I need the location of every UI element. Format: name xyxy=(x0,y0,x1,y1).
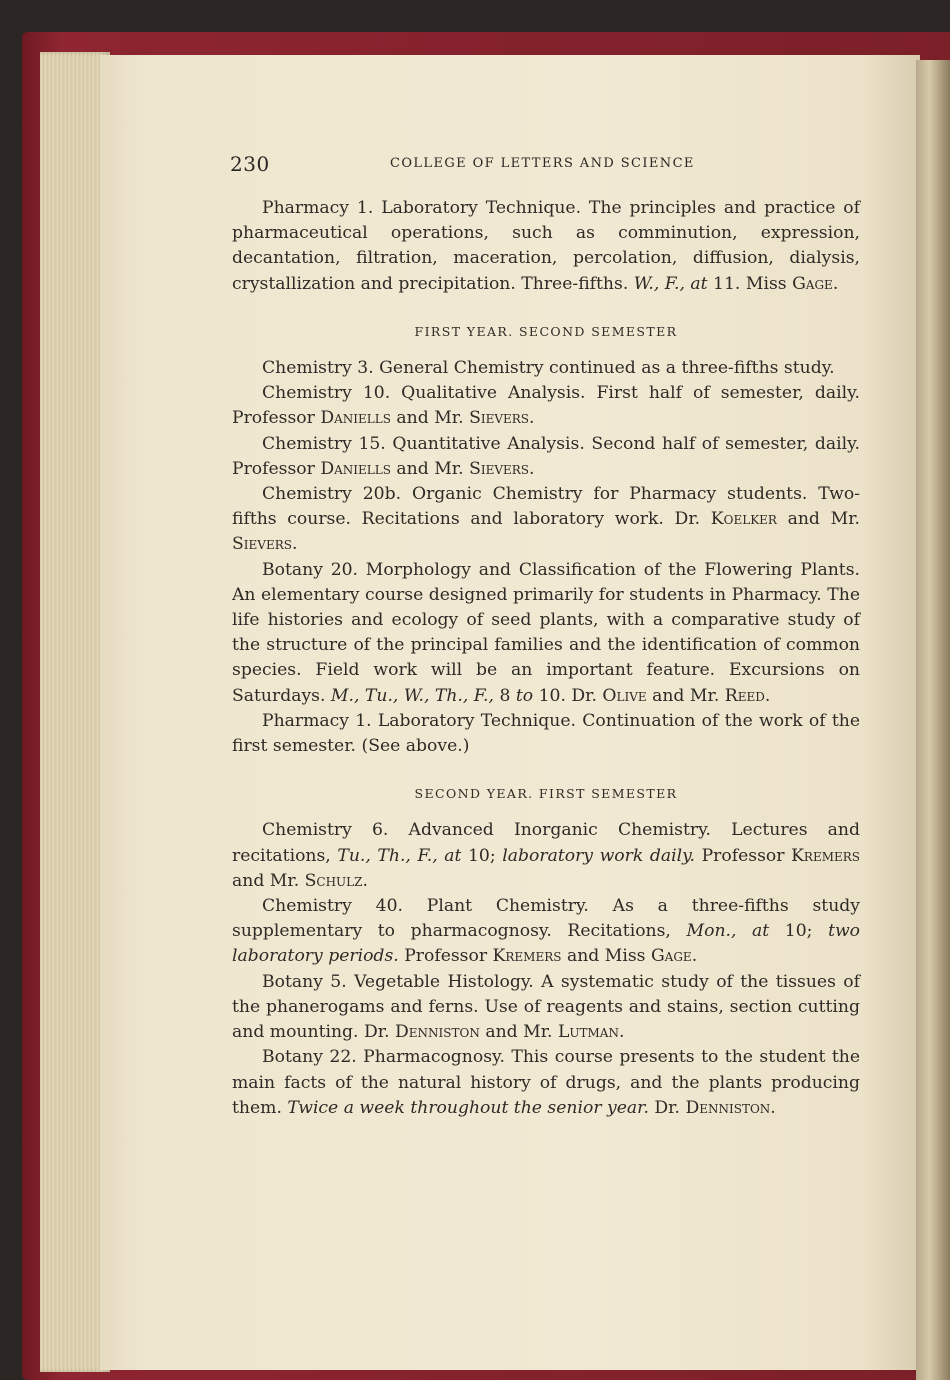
text-run: 8 xyxy=(493,685,516,706)
text-run: Denniston xyxy=(685,1097,771,1118)
course-paragraph xyxy=(232,970,860,1046)
text-run: Denniston xyxy=(395,1022,480,1043)
text-run: FIRST YEAR. SECOND SEMESTER xyxy=(414,323,678,339)
text-run: Botany 5. Vegetable Histology. A systematic study of the tissues of the phanerogams and ferns. Use of reagents and stains, section cutting and mounting. Dr. xyxy=(232,971,860,1043)
text-run: and Mr. xyxy=(776,509,860,530)
course-paragraph xyxy=(232,818,860,894)
text-run: Chemistry 10. Qualitative Analysis. First half of semester, daily. Professor xyxy=(232,383,860,429)
text-run: . xyxy=(764,685,771,706)
text-run: . xyxy=(691,946,698,967)
course-paragraph xyxy=(232,381,860,431)
text-run: Sievers xyxy=(469,458,530,479)
text-run: Dr. xyxy=(648,1097,686,1118)
text-run: Kremers xyxy=(492,946,562,967)
course-paragraph xyxy=(232,432,860,482)
text-run: W., F., at xyxy=(633,273,708,294)
running-head: COLLEGE OF LETTERS AND SCIENCE xyxy=(390,156,695,171)
text-run: Sievers xyxy=(232,534,292,555)
course-listing-text xyxy=(232,196,860,1121)
text-run: Daniells xyxy=(320,408,391,429)
text-run: Professor xyxy=(695,845,792,866)
text-run: Botany 20. Morphology and Classification of the Flowering Plants. An elementary course designed primarily for students in Pharmacy. The life histories and ecology of seed plants, with a comparative study of the structure of the principal families and the identification of common species. Field work will be an important feature. Excursions on Saturdays. xyxy=(232,559,860,706)
text-run: Pharmacy 1. Laboratory Technique. Continuation of the work of the first semester. (See above.) xyxy=(232,710,860,757)
text-run: Gage xyxy=(650,946,692,967)
text-run: Twice a week throughout the senior year. xyxy=(287,1097,649,1118)
text-run: 11. Miss xyxy=(707,273,793,294)
text-run: Koelker xyxy=(710,509,777,530)
text-run: to xyxy=(515,685,534,706)
text-run: Daniells xyxy=(320,458,391,479)
text-run: laboratory work daily. xyxy=(502,845,696,866)
course-paragraph xyxy=(232,482,860,558)
text-run: Gage xyxy=(792,273,833,294)
course-paragraph xyxy=(232,558,860,709)
course-paragraph xyxy=(232,894,860,970)
facing-page-gutter xyxy=(916,60,950,1380)
text-run: . xyxy=(291,534,298,555)
section-heading xyxy=(232,319,860,344)
course-paragraph xyxy=(232,196,860,297)
text-run: Botany 22. Pharmacognosy. This course presents to the student the main facts of the natural history of drugs, and the plants producing them. xyxy=(232,1047,860,1118)
text-run: Chemistry 6. Advanced Inorganic Chemistry. Lectures and recitations, xyxy=(232,820,860,866)
text-run: and Mr. xyxy=(390,408,470,429)
text-run: and Mr. xyxy=(232,870,305,891)
text-run: Reed xyxy=(724,685,765,706)
text-run: Lutman xyxy=(557,1022,619,1043)
text-run: . xyxy=(832,273,839,294)
text-run: Pharmacy 1. Laboratory Technique. The principles and practice of pharmaceutical operations, such as comminution, expression, decantation, filtration, maceration, percolation, diffusion, dialysis, crystallization and precipitation. Three-fifths. xyxy=(232,198,860,294)
text-run: Olive xyxy=(602,685,647,706)
text-run: Mon., at xyxy=(686,921,770,942)
text-run: SECOND YEAR. FIRST SEMESTER xyxy=(414,786,678,802)
text-run: Tu., Th., F., at xyxy=(337,845,462,866)
text-run: . xyxy=(529,408,535,429)
text-run: Chemistry 20b. Organic Chemistry for Pharmacy students. Two-fifths course. Recitations and laboratory work. Dr. xyxy=(232,484,860,530)
text-run: Chemistry 3. General Chemistry continued as a three-fifths study. xyxy=(262,358,835,379)
text-run: Kremers xyxy=(791,845,861,866)
text-run: . xyxy=(362,870,368,891)
text-run: 10; xyxy=(461,845,503,866)
text-run: M., Tu., W., Th., F., xyxy=(330,685,494,706)
text-run: . xyxy=(529,458,535,479)
text-run: two laboratory periods. xyxy=(232,921,861,967)
section-heading xyxy=(232,781,860,806)
course-paragraph xyxy=(232,356,860,381)
text-run: and Mr. xyxy=(646,685,725,706)
text-run: Schulz xyxy=(304,870,363,891)
text-run: Chemistry 15. Quantitative Analysis. Second half of semester, daily. Professor xyxy=(232,433,860,479)
text-run: Sievers xyxy=(469,408,530,429)
text-run: Chemistry 40. Plant Chemistry. As a three-fifths study supplementary to pharmacognosy. Recitations, xyxy=(232,896,860,942)
course-paragraph xyxy=(232,1045,860,1121)
text-run: and Mr. xyxy=(390,458,470,479)
text-run: and Mr. xyxy=(479,1022,558,1043)
page-number: 230 xyxy=(230,152,270,176)
page-header xyxy=(230,152,860,180)
text-run: Professor xyxy=(398,946,493,967)
text-run: 10; xyxy=(769,921,829,942)
text-run: . xyxy=(618,1022,625,1043)
text-run: . xyxy=(770,1097,776,1118)
text-run: 10. Dr. xyxy=(533,685,603,706)
course-paragraph xyxy=(232,709,860,759)
text-run: and Miss xyxy=(561,946,651,967)
